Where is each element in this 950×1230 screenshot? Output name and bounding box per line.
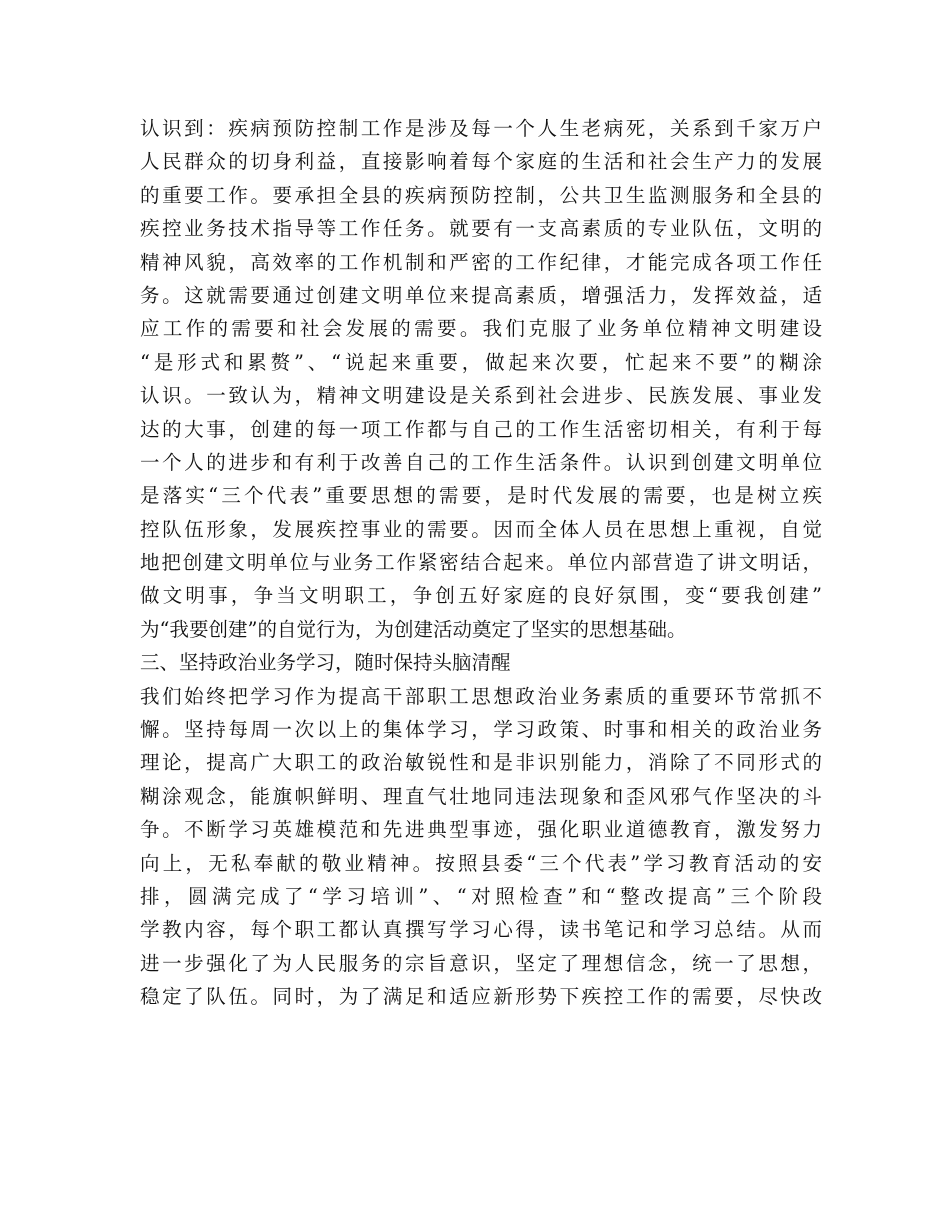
text-line: 懈。坚持每周一次以上的集体学习，学习政策、时事和相关的政治业务 xyxy=(140,718,822,742)
text-line: “是形式和累赘”、“说起来重要，做起来次要，忙起来不要”的糊涂 xyxy=(140,350,822,374)
text-line: 排，圆满完成了“学习培训”、“对照检查”和“整改提高”三个阶段 xyxy=(140,884,822,908)
text-line: 向上，无私奉献的敬业精神。按照县委“三个代表”学习教育活动的安 xyxy=(140,851,822,875)
text-line: 达的大事，创建的每一项工作都与自己的工作生活密切相关，有利于每 xyxy=(140,417,822,441)
text-line: 进一步强化了为人民服务的宗旨意识，坚定了理想信念，统一了思想， xyxy=(140,951,822,975)
text-line: 的重要工作。要承担全县的疾病预防控制，公共卫生监测服务和全县的 xyxy=(140,183,822,207)
text-line: 认识。一致认为，精神文明建设是关系到社会进步、民族发展、事业发 xyxy=(140,384,822,408)
text-line: 地把创建文明单位与业务工作紧密结合起来。单位内部营造了讲文明话， xyxy=(140,551,822,575)
text-line: 疾控业务技术指导等工作任务。就要有一支高素质的专业队伍，文明的 xyxy=(140,217,822,241)
text-line: 人民群众的切身利益，直接影响着每个家庭的生活和社会生产力的发展 xyxy=(140,150,822,174)
text-line: 认识到：疾病预防控制工作是涉及每一个人生老病死，关系到千家万户 xyxy=(140,117,822,140)
text-line: 争。不断学习英雄模范和先进典型事迹，强化职业道德教育，激发努力 xyxy=(140,818,822,842)
text-line: 理论，提高广大职工的政治敏锐性和是非识别能力，消除了不同形式的 xyxy=(140,751,822,775)
text-line: 稳定了队伍。同时，为了满足和适应新形势下疾控工作的需要，尽快改 xyxy=(140,985,822,1009)
section-heading: 三、坚持政治业务学习，随时保持头脑清醒 xyxy=(140,651,511,675)
text-line: 应工作的需要和社会发展的需要。我们克服了业务单位精神文明建设 xyxy=(140,317,822,341)
text-line: 做文明事，争当文明职工，争创五好家庭的良好氛围，变“要我创建” xyxy=(140,584,822,608)
text-line: 糊涂观念，能旗帜鲜明、理直气壮地同违法现象和歪风邪气作坚决的斗 xyxy=(140,784,822,808)
text-line: 控队伍形象，发展疾控事业的需要。因而全体人员在思想上重视，自觉 xyxy=(140,517,822,541)
text-line: 一个人的进步和有利于改善自己的工作生活条件。认识到创建文明单位 xyxy=(140,450,822,474)
text-line: 是落实“三个代表”重要思想的需要，是时代发展的需要，也是树立疾 xyxy=(140,484,822,508)
text-line: 务。这就需要通过创建文明单位来提高素质，增强活力，发挥效益，适 xyxy=(140,283,822,307)
text-line: 学教内容，每个职工都认真撰写学习心得，读书笔记和学习总结。从而 xyxy=(140,918,822,942)
text-line: 精神风貌，高效率的工作机制和严密的工作纪律，才能完成各项工作任 xyxy=(140,250,822,274)
paragraph-end-line: 为“我要创建”的自觉行为，为创建活动奠定了坚实的思想基础。 xyxy=(140,617,687,641)
document-body xyxy=(140,112,822,1014)
text-line: 我们始终把学习作为提高干部职工思想政治业务素质的重要环节常抓不 xyxy=(140,684,822,708)
